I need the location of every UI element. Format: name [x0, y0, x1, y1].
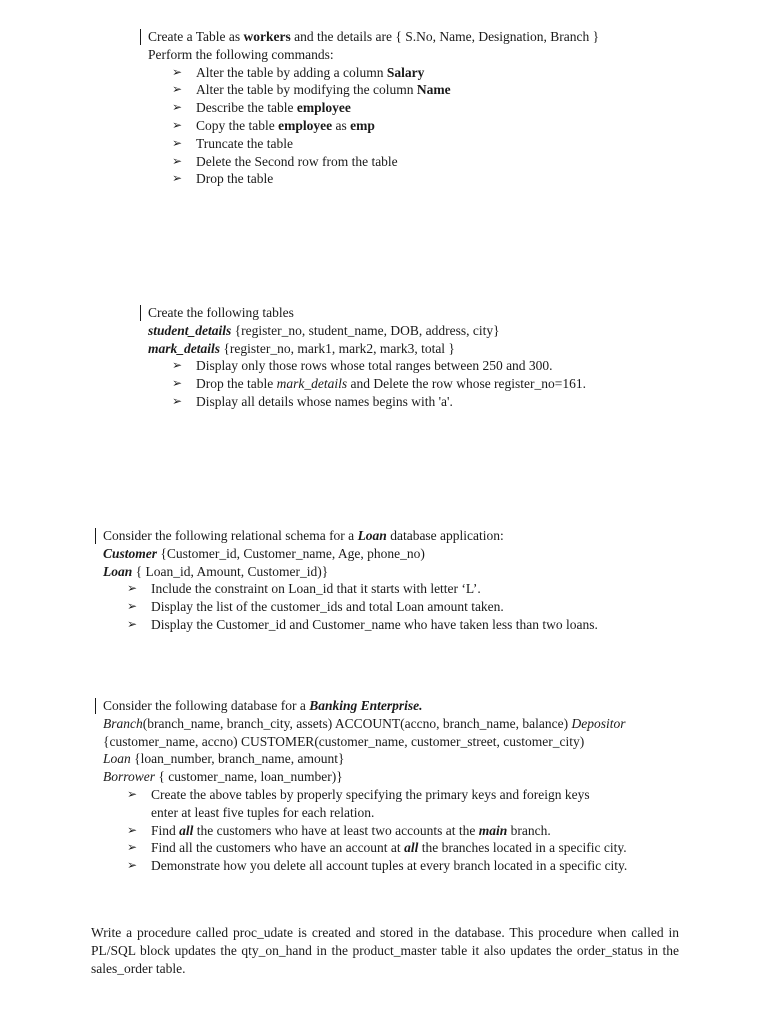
- schema-branch-account: [103, 715, 627, 733]
- schema-fields: (branch_name, branch_city, assets) ACCOUNT(accno, branch_name, balance): [142, 715, 572, 731]
- arrow-bullet-icon: ➢: [127, 858, 138, 873]
- schema-fields: {register_no, student_name, DOB, address, city}: [231, 322, 500, 338]
- schema-name: Loan: [103, 751, 131, 767]
- list-item: [127, 598, 598, 616]
- item-bold-italic: all: [404, 840, 419, 856]
- intro-text-end: database application:: [386, 528, 504, 543]
- list-item: [172, 357, 586, 375]
- list-item: [172, 170, 599, 188]
- schema-loan: [103, 563, 598, 581]
- schema-name: Branch: [103, 715, 143, 731]
- schema-name: mark_details: [148, 340, 221, 356]
- item-text: enter at least five tuples for each relation.: [151, 804, 375, 820]
- item-text: Delete the Second row from the table: [196, 153, 398, 169]
- schema-student-details: [148, 322, 586, 340]
- item-text: Copy the table: [196, 117, 279, 133]
- section-3-intro: [103, 527, 598, 545]
- item-bold: employee: [278, 117, 333, 133]
- item-text: as: [332, 117, 351, 133]
- schema-mark-details: [148, 340, 586, 358]
- arrow-bullet-icon: ➢: [127, 616, 138, 631]
- arrow-bullet-icon: ➢: [172, 358, 183, 373]
- item-text: Display the Customer_id and Customer_name who have taken less than two loans.: [151, 616, 598, 632]
- schema-customer: [103, 545, 598, 563]
- item-text: Display the list of the customer_ids and total Loan amount taken.: [151, 599, 504, 615]
- schema-depositor-customer: {customer_name, accno) CUSTOMER(customer_name, customer_street, customer_city): [103, 733, 585, 749]
- text-cursor: [140, 305, 141, 321]
- list-item: [172, 375, 586, 393]
- list-item: [127, 857, 627, 875]
- arrow-bullet-icon: ➢: [172, 64, 183, 79]
- list-item: [172, 135, 599, 153]
- list-item: [172, 117, 599, 135]
- list-item: [127, 822, 627, 840]
- intro-text: Consider the following database for a: [103, 698, 310, 713]
- intro-text: Consider the following relational schema for a: [103, 528, 358, 543]
- list-item: [172, 99, 599, 117]
- query-list: [127, 580, 598, 633]
- schema-fields: {Customer_id, Customer_name, Age, phone_no): [157, 545, 425, 561]
- item-text: Display only those rows whose total ranges between 250 and 300.: [196, 358, 553, 374]
- list-item: [127, 786, 627, 822]
- arrow-bullet-icon: ➢: [172, 153, 183, 168]
- item-bold-italic: main: [478, 822, 508, 838]
- section-2-intro: [148, 304, 586, 322]
- item-text: Alter the table by adding a column: [196, 64, 387, 80]
- procedure-paragraph: Write a procedure called proc_udate is created and stored in the database. This procedure when called in PL/SQL block updates the qty_on_hand in the product_master table it also updates the order_status in the sales_order table.: [91, 925, 679, 976]
- item-text: Demonstrate how you delete all account tuples at every branch located in a specific city.: [151, 858, 628, 874]
- arrow-bullet-icon: ➢: [172, 393, 183, 408]
- arrow-bullet-icon: ➢: [172, 82, 183, 97]
- intro-bold-italic: Banking Enterprise.: [309, 698, 423, 713]
- schema-borrower: [103, 768, 627, 786]
- text-cursor: [95, 528, 96, 544]
- query-list: [172, 357, 586, 410]
- schema-fields: { customer_name, loan_number)}: [155, 769, 343, 785]
- item-text: and Delete the row whose register_no=161.: [347, 376, 587, 392]
- item-text: the customers who have at least two accounts at the: [193, 822, 479, 838]
- schema-fields: {loan_number, branch_name, amount}: [130, 751, 345, 767]
- item-text: Create the above tables by properly specifying the primary keys and foreign keys: [151, 786, 590, 802]
- text-cursor: [95, 698, 96, 714]
- schema-name: Depositor: [571, 715, 626, 731]
- schema-name: Loan: [103, 563, 133, 579]
- section-1-intro: [148, 28, 599, 46]
- schema-name: Borrower: [103, 769, 156, 785]
- item-text: Include the constraint on Loan_id that it starts with letter ‘L’.: [151, 581, 481, 597]
- command-list: [172, 64, 599, 189]
- schema-name: Customer: [103, 545, 158, 561]
- item-bold-italic: all: [179, 822, 194, 838]
- arrow-bullet-icon: ➢: [172, 117, 183, 132]
- arrow-bullet-icon: ➢: [127, 599, 138, 614]
- intro-text-end: and the details are { S.No, Name, Designation, Branch }: [290, 29, 600, 44]
- list-item: [127, 839, 627, 857]
- arrow-bullet-icon: ➢: [172, 135, 183, 150]
- section-loan-schema: [103, 527, 598, 634]
- list-item: [172, 153, 599, 171]
- item-bold: Name: [416, 82, 451, 98]
- item-text: Alter the table by modifying the column: [196, 82, 417, 98]
- item-bold: emp: [350, 117, 375, 133]
- section-student-tables: [148, 304, 586, 411]
- list-item: [127, 616, 598, 634]
- item-text: Display all details whose names begins with 'a'.: [196, 393, 453, 409]
- list-item: [172, 81, 599, 99]
- arrow-bullet-icon: ➢: [127, 786, 138, 801]
- item-italic: mark_details: [276, 376, 348, 392]
- item-text: Drop the table: [196, 376, 277, 392]
- section-workers-table: [148, 28, 599, 188]
- query-list: [127, 786, 627, 875]
- text-cursor: [140, 29, 141, 45]
- list-item: [127, 580, 598, 598]
- arrow-bullet-icon: ➢: [127, 581, 138, 596]
- item-text: Truncate the table: [196, 135, 293, 151]
- list-item: [172, 393, 586, 411]
- arrow-bullet-icon: ➢: [172, 100, 183, 115]
- intro-bold-italic: Loan: [357, 528, 387, 543]
- item-bold: employee: [296, 100, 351, 116]
- item-text: the branches located in a specific city.: [418, 840, 627, 856]
- intro-text: Create a Table as: [148, 29, 244, 44]
- arrow-bullet-icon: ➢: [127, 840, 138, 855]
- intro-text: Create the following tables: [148, 305, 294, 320]
- section-banking-enterprise: [103, 697, 627, 875]
- schema-loan: [103, 750, 627, 768]
- item-bold: Salary: [386, 64, 425, 80]
- item-text: branch.: [507, 822, 551, 838]
- item-text: Drop the table: [196, 171, 274, 187]
- arrow-bullet-icon: ➢: [172, 376, 183, 391]
- list-item: [172, 64, 599, 82]
- schema-fields: { Loan_id, Amount, Customer_id)}: [132, 563, 329, 579]
- item-text: Find all the customers who have an account at: [151, 840, 405, 856]
- section-1-subtitle: Perform the following commands:: [148, 46, 334, 62]
- arrow-bullet-icon: ➢: [172, 171, 183, 186]
- intro-bold: workers: [243, 29, 291, 44]
- schema-fields: {register_no, mark1, mark2, mark3, total }: [220, 340, 455, 356]
- item-text: Find: [151, 822, 180, 838]
- arrow-bullet-icon: ➢: [127, 822, 138, 837]
- section-4-intro: [103, 697, 627, 715]
- item-text: Describe the table: [196, 100, 297, 116]
- schema-name: student_details: [148, 322, 232, 338]
